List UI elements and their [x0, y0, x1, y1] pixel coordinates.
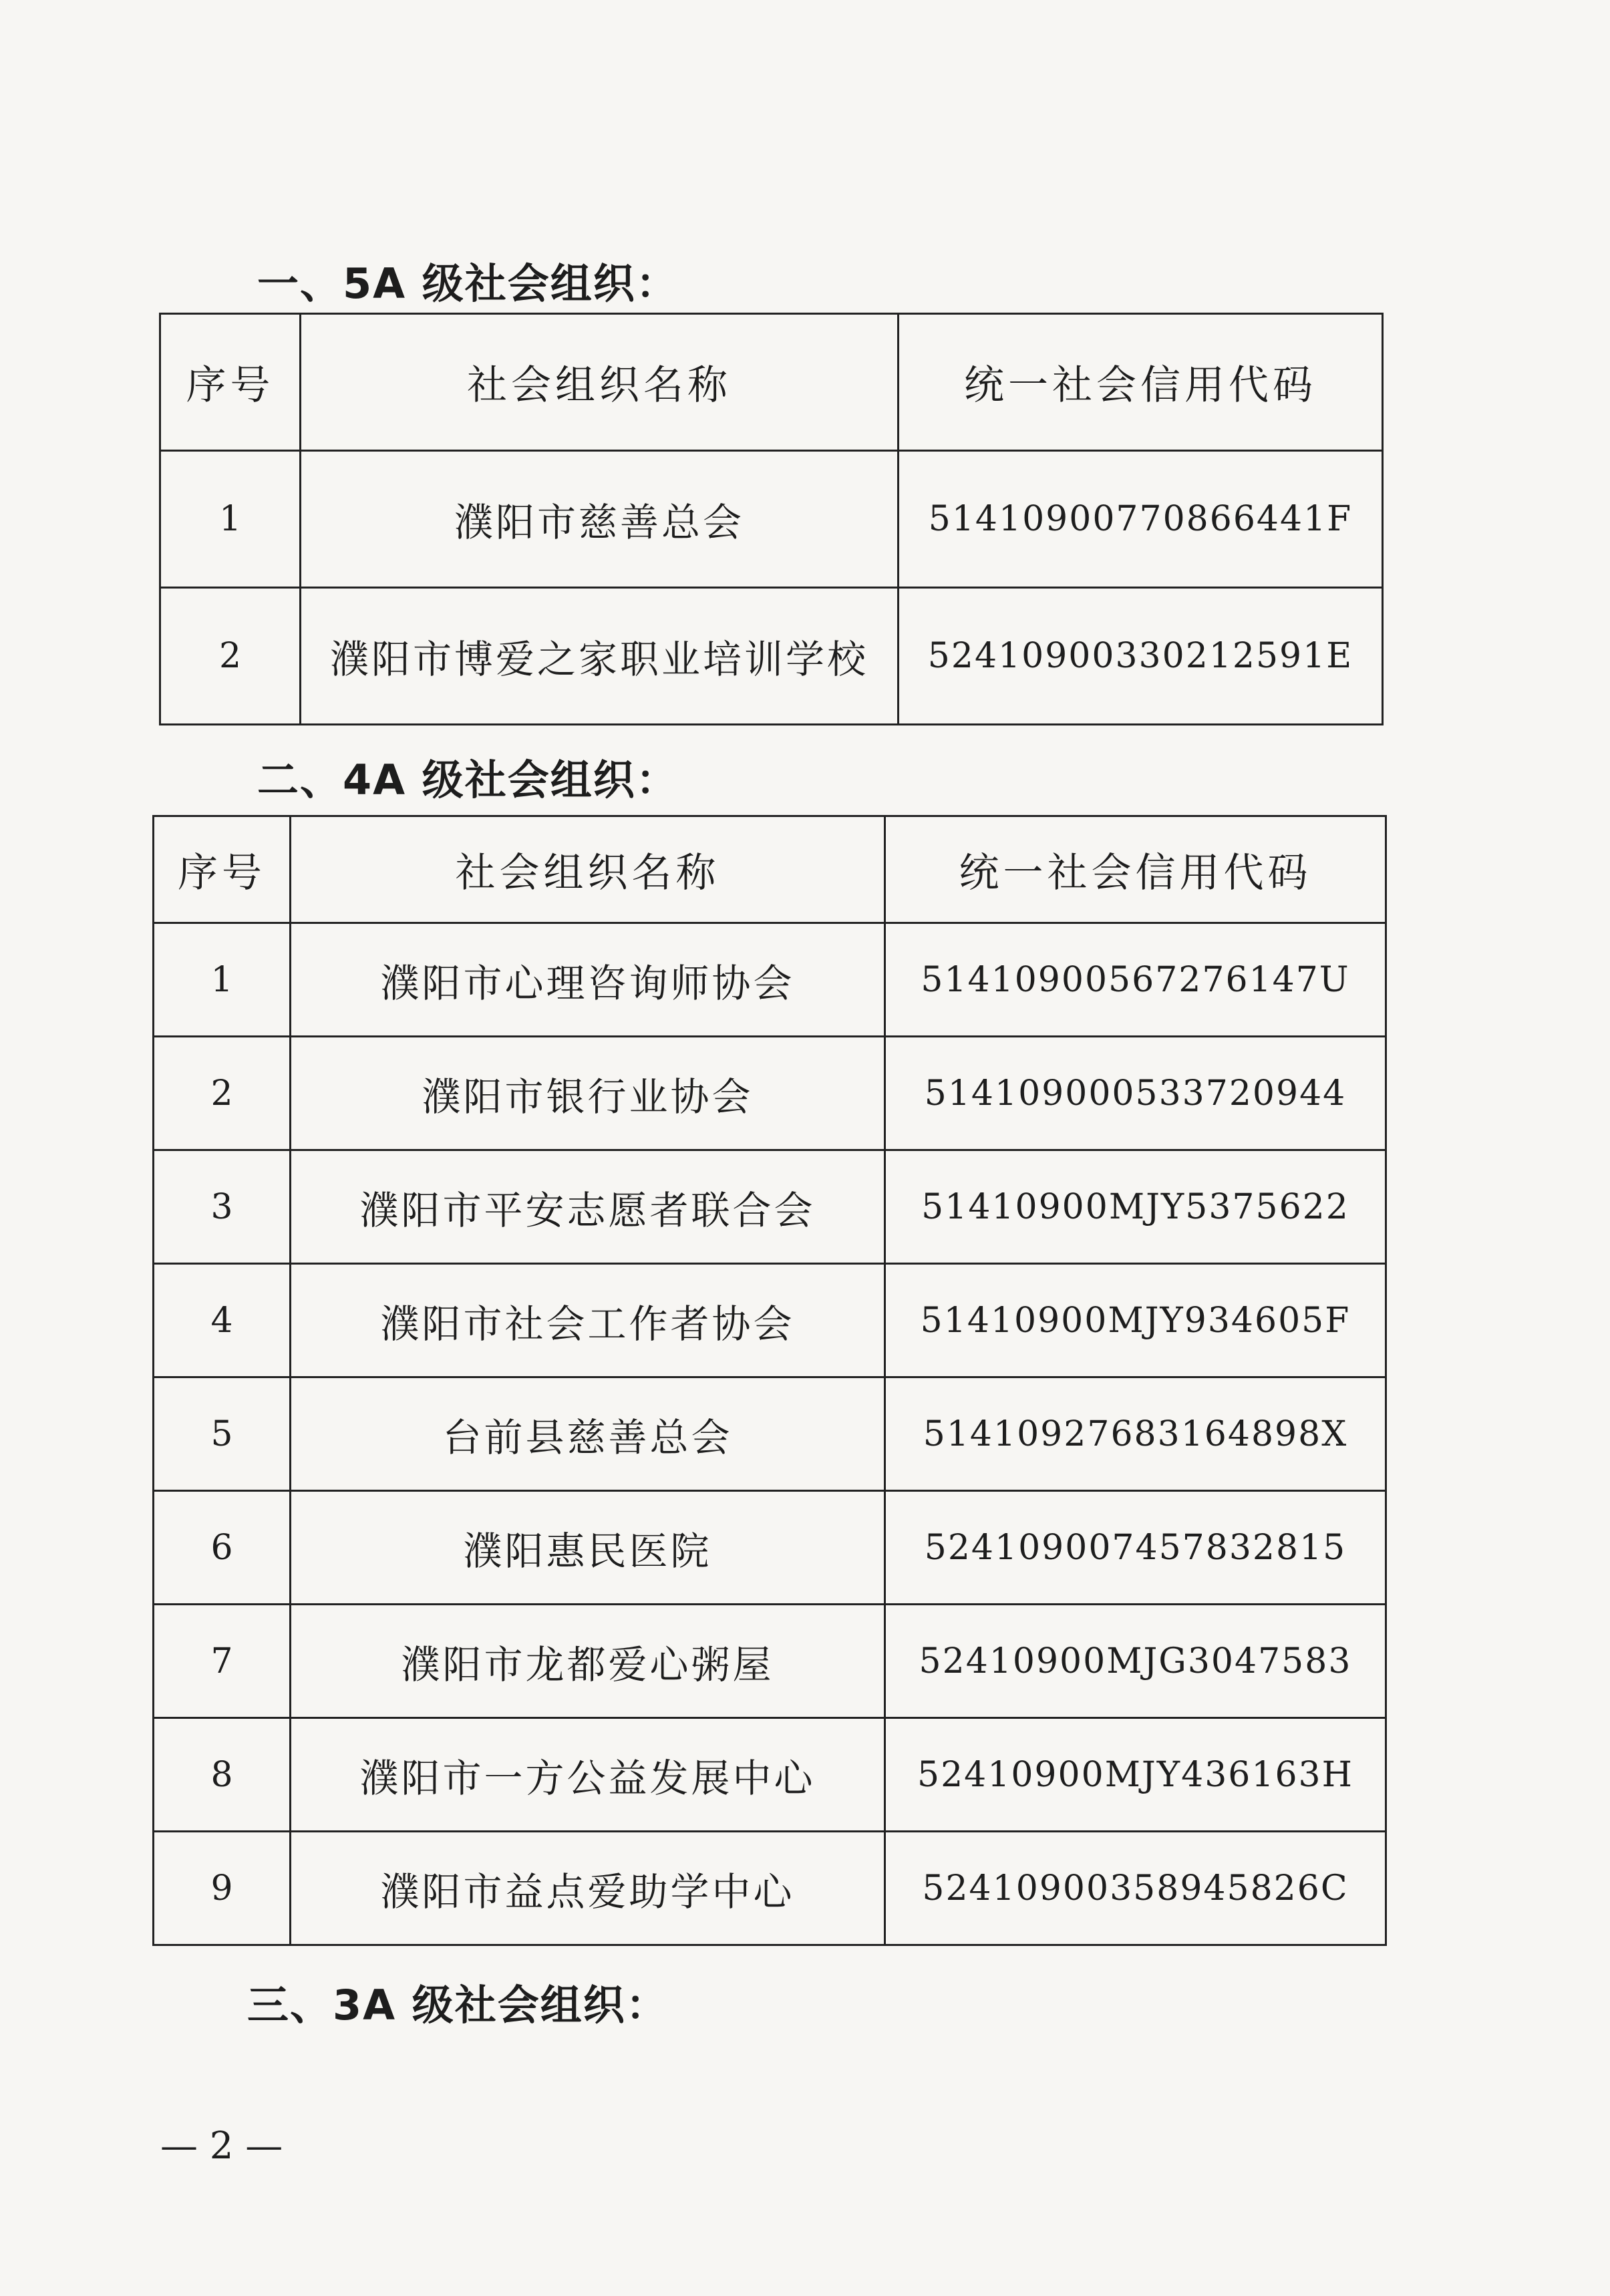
header-name: 社会组织名称	[291, 816, 885, 923]
organization-name: 濮阳市一方公益发展中心	[291, 1718, 885, 1832]
header-name: 社会组织名称	[301, 314, 899, 451]
row-number: 7	[154, 1605, 291, 1718]
row-number: 1	[154, 923, 291, 1037]
header-num: 序号	[154, 816, 291, 923]
header-num: 序号	[160, 314, 301, 451]
credit-code: 51410900MJY5375622	[885, 1150, 1386, 1264]
credit-code: 51410900770866441F	[899, 451, 1383, 588]
organization-name: 台前县慈善总会	[291, 1377, 885, 1491]
organization-name: 濮阳市慈善总会	[301, 451, 899, 588]
organization-name: 濮阳惠民医院	[291, 1491, 885, 1605]
row-number: 9	[154, 1832, 291, 1945]
row-number: 5	[154, 1377, 291, 1491]
page-number: — 2 —	[160, 2124, 283, 2168]
credit-code: 51410900567276147U	[885, 923, 1386, 1037]
row-number: 4	[154, 1264, 291, 1377]
credit-code: 51410900MJY934605F	[885, 1264, 1386, 1377]
header-code: 统一社会信用代码	[885, 816, 1386, 923]
table-row	[160, 588, 1383, 725]
organization-name: 濮阳市心理咨询师协会	[291, 923, 885, 1037]
row-number: 1	[160, 451, 301, 588]
section-heading-3a: 三、3A 级社会组织：	[247, 1981, 669, 2029]
organization-name: 濮阳市平安志愿者联合会	[291, 1150, 885, 1264]
table-4a	[152, 815, 1387, 1946]
table-row	[154, 1037, 1386, 1150]
row-number: 2	[154, 1037, 291, 1150]
row-number: 2	[160, 588, 301, 725]
organization-name: 濮阳市龙都爱心粥屋	[291, 1605, 885, 1718]
row-number: 6	[154, 1491, 291, 1605]
table-row	[154, 1718, 1386, 1832]
credit-code: 514109000533720944	[885, 1037, 1386, 1150]
organization-name: 濮阳市银行业协会	[291, 1037, 885, 1150]
table-row	[154, 1377, 1386, 1491]
table-row	[154, 1491, 1386, 1605]
row-number: 3	[154, 1150, 291, 1264]
table-5a	[159, 313, 1384, 725]
organization-name: 濮阳市益点爱助学中心	[291, 1832, 885, 1945]
credit-code: 52410900330212591E	[899, 588, 1383, 725]
organization-name: 濮阳市社会工作者协会	[291, 1264, 885, 1377]
table-row	[160, 451, 1383, 588]
credit-code: 524109007457832815	[885, 1491, 1386, 1605]
organization-name: 濮阳市博爱之家职业培训学校	[301, 588, 899, 725]
credit-code: 52410900MJY436163H	[885, 1718, 1386, 1832]
section-heading-4a: 二、4A 级社会组织：	[257, 756, 679, 804]
table-row	[154, 1605, 1386, 1718]
table-header-row	[160, 314, 1383, 451]
table-header-row	[154, 816, 1386, 923]
table-row	[154, 1150, 1386, 1264]
header-code: 统一社会信用代码	[899, 314, 1383, 451]
section-heading-5a: 一、5A 级社会组织：	[257, 259, 679, 308]
row-number: 8	[154, 1718, 291, 1832]
credit-code: 52410900358945826C	[885, 1832, 1386, 1945]
table-row	[154, 923, 1386, 1037]
credit-code: 52410900MJG3047583	[885, 1605, 1386, 1718]
table-row	[154, 1264, 1386, 1377]
table-row	[154, 1832, 1386, 1945]
credit-code: 51410927683164898X	[885, 1377, 1386, 1491]
